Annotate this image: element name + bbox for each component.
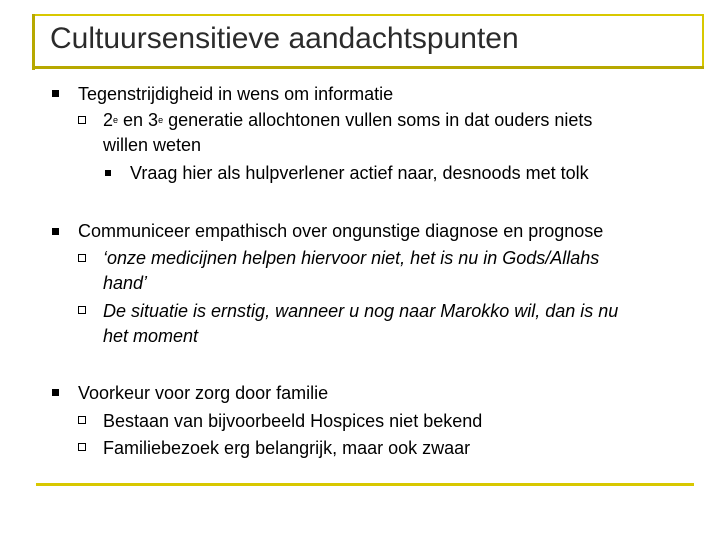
bullet-square-small-icon bbox=[105, 170, 111, 176]
bullet-box-icon bbox=[78, 116, 86, 124]
point-3-sub-1: Bestaan van bijvoorbeeld Hospices niet bekend bbox=[103, 411, 483, 431]
bullet-box-icon bbox=[78, 306, 86, 314]
bullet-box-icon bbox=[78, 416, 86, 424]
title-left-rule bbox=[32, 14, 35, 70]
sup-e-1: e bbox=[113, 115, 119, 125]
bullet-square-icon bbox=[52, 228, 59, 235]
point-2-sub-1-line-1: ‘onze medicijnen helpen hiervoor niet, het is nu in Gods/Allahs bbox=[103, 248, 600, 268]
sub-text-num: 2 bbox=[103, 110, 114, 130]
point-2-text: Communiceer empathisch over ongunstige diagnose en prognose bbox=[78, 221, 604, 241]
bottom-rule bbox=[36, 483, 694, 486]
sub-text-mid: en 3 bbox=[118, 110, 159, 130]
point-1-text: Tegenstrijdigheid in wens om informatie bbox=[78, 84, 394, 104]
point-1-sub-line-2: willen weten bbox=[103, 135, 202, 155]
point-1-sub-line-1 bbox=[103, 109, 592, 134]
page-title: Cultuursensitieve aandachtspunten bbox=[50, 22, 519, 55]
bullet-square-icon bbox=[52, 90, 59, 97]
bullet-box-icon bbox=[78, 443, 86, 451]
point-1-subsub: Vraag hier als hulpverlener actief naar, desnoods met tolk bbox=[130, 163, 589, 183]
sup-e-2: e bbox=[158, 115, 164, 125]
point-2-sub-2-line-2: het moment bbox=[103, 326, 199, 346]
point-2-sub-2-line-1: De situatie is ernstig, wanneer u nog naar Marokko wil, dan is nu bbox=[103, 301, 619, 321]
bullet-square-icon bbox=[52, 389, 59, 396]
title-underline bbox=[32, 66, 704, 69]
point-2-sub-1-line-2: hand’ bbox=[103, 273, 148, 293]
sub-text-rest: generatie allochtonen vullen soms in dat ouders niets bbox=[163, 110, 593, 130]
point-3-sub-2: Familiebezoek erg belangrijk, maar ook zwaar bbox=[103, 438, 471, 458]
bullet-box-icon bbox=[78, 254, 86, 262]
point-3-text: Voorkeur voor zorg door familie bbox=[78, 383, 329, 403]
